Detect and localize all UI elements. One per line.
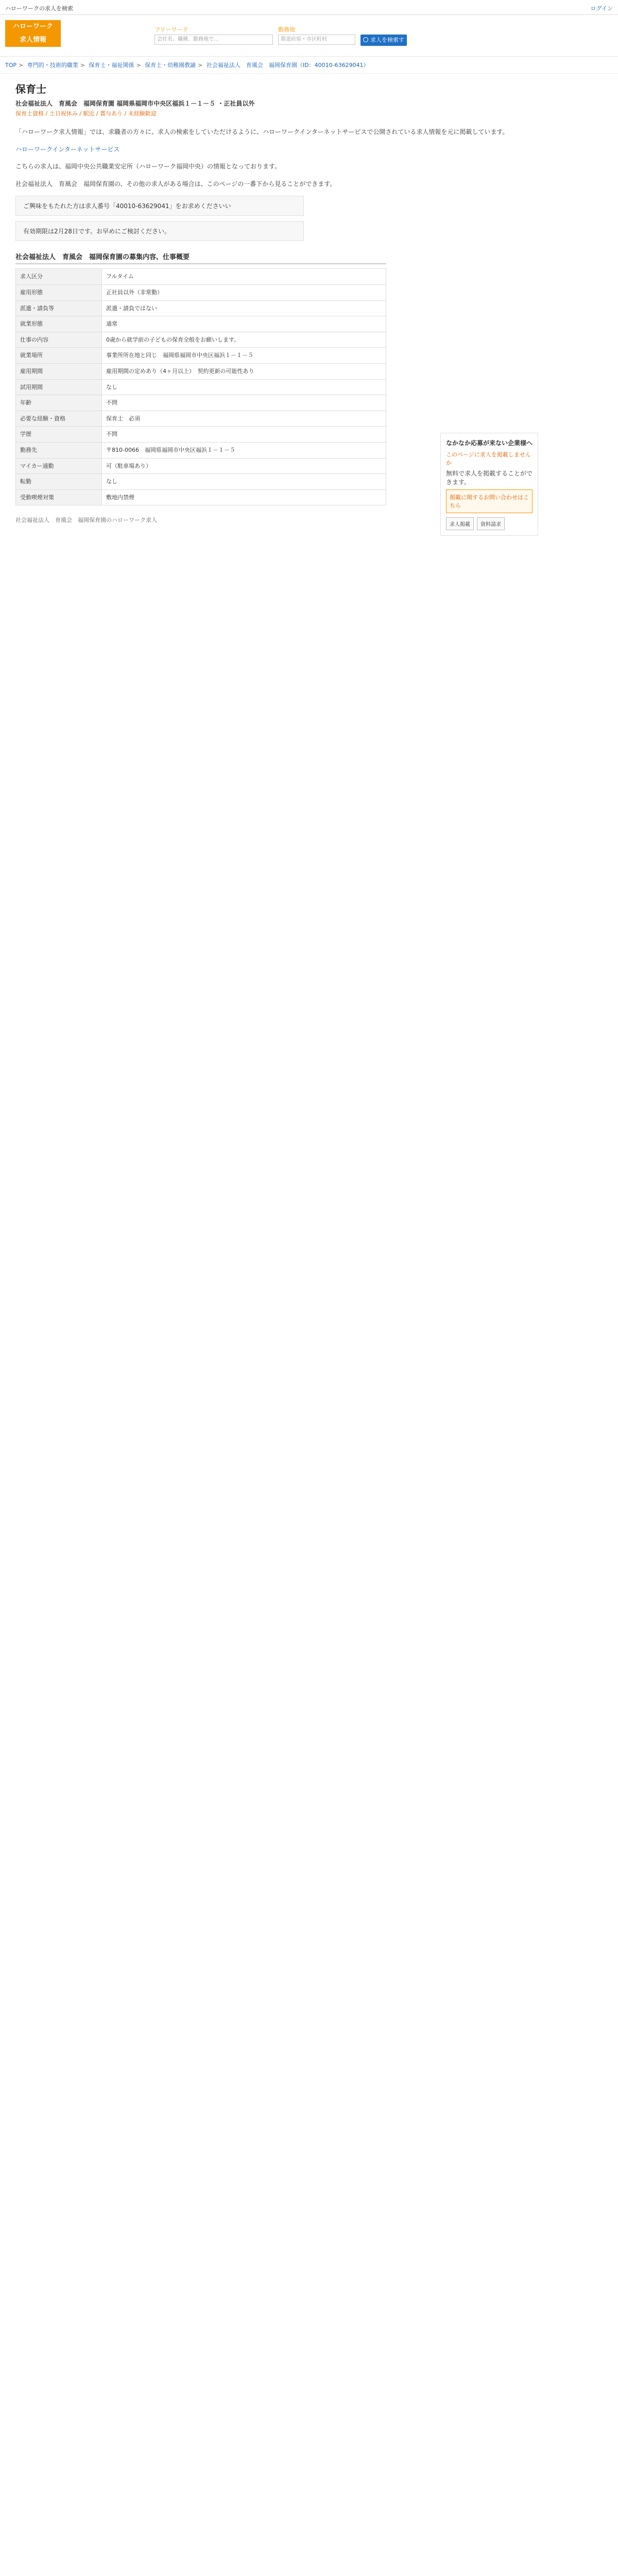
row-value: 事業所所在地と同じ 福岡県福岡市中央区福浜１－１－５ <box>102 348 386 364</box>
breadcrumb-separator: > <box>198 62 203 69</box>
logo-line1: ハローワーク <box>12 23 53 30</box>
site-logo[interactable] <box>5 20 61 47</box>
row-value: 敷地内禁煙 <box>102 489 386 505</box>
table-row <box>16 348 386 364</box>
breadcrumb <box>0 57 618 74</box>
row-key: 学歴 <box>16 427 102 443</box>
table-row <box>16 395 386 411</box>
breadcrumb-separator: > <box>136 62 141 69</box>
job-header <box>0 74 618 121</box>
section-title: 社会福祉法人 育風会 福岡保育園の募集内容、仕事概要 <box>15 251 386 264</box>
notice-box-2: 有効期限は2月28日です。お早めにご検討ください。 <box>15 221 304 241</box>
row-key: 試用期間 <box>16 379 102 395</box>
row-value: 保育士 必須 <box>102 411 386 427</box>
job-tags: 保育士資格 / 土日祝休み / 駅近 / 賞与あり / 未経験歓迎 <box>15 110 157 117</box>
search-button-label: 求人を検索する <box>370 37 404 55</box>
table-row <box>16 269 386 285</box>
sidebar-title: なかなか応募が来ない企業様へ <box>446 439 533 447</box>
job-title: 保育士 <box>15 83 46 95</box>
header <box>0 15 618 57</box>
table-row <box>16 379 386 395</box>
freeword-input[interactable]: 会社名、職種、勤務地で… <box>154 35 273 45</box>
job-info-table <box>15 268 386 505</box>
row-key: 必要な経験・資格 <box>16 411 102 427</box>
row-key: 雇用形態 <box>16 284 102 300</box>
row-value: 〒810-0066 福岡県福岡市中央区福浜１－１－５ <box>102 442 386 458</box>
lead-paragraph-3: 社会福祉法人 育風会 福岡保育園の、その他の求人がある場合は、このページの一番下から見ることができます。 <box>15 180 336 188</box>
sidebar-contact-link[interactable]: 掲載に関するお問い合わせはこちら <box>446 489 533 513</box>
row-value: 可（駐車場あり） <box>102 458 386 474</box>
employer-sidebar <box>440 433 538 536</box>
lead-paragraph-1: 「ハローワーク求人情報」では、求職者の方々に、求人の検索をしていただけるように、ハローワークインターネットサービスで公開されている求人情報を元に掲載しています。 <box>15 128 509 135</box>
breadcrumb-current: 社会福祉法人 育風会 福岡保育園（ID：40010-63629041） <box>206 62 369 69</box>
row-value: なし <box>102 474 386 490</box>
site-name[interactable]: ハローワークの求人を検索 <box>5 5 73 12</box>
breadcrumb-separator: > <box>80 62 85 69</box>
table-row <box>16 489 386 505</box>
freeword-label: フリーワード <box>154 26 188 33</box>
breadcrumb-item[interactable]: 専門的・技術的職業 <box>27 62 78 69</box>
row-value: 正社員以外（非常勤） <box>102 284 386 300</box>
table-row <box>16 411 386 427</box>
row-value: なし <box>102 379 386 395</box>
sidebar-subtitle: このページに求人を掲載しませんか <box>446 451 531 466</box>
area-label: 勤務地 <box>278 26 295 33</box>
area-input[interactable]: 都道府県・市区町村 <box>278 35 355 45</box>
search-icon <box>363 37 368 42</box>
post-job-button[interactable]: 求人掲載 <box>446 517 474 530</box>
hellowork-link[interactable]: ハローワークインターネットサービス <box>15 145 120 153</box>
row-key: 就業形態 <box>16 316 102 332</box>
table-row <box>16 363 386 379</box>
notice-box-1: ご興味をもたれた方は求人番号「40010-63629041」をお求めくださいい <box>15 196 304 216</box>
table-row <box>16 474 386 490</box>
row-value: 0歳から就学前の子どもの保育全般をお願いします。 <box>102 332 386 348</box>
row-key: 雇用期間 <box>16 363 102 379</box>
row-value: 雇用期間の定めあり（4ヶ月以上） 契約更新の可能性あり <box>102 363 386 379</box>
table-row <box>16 442 386 458</box>
row-key: 求人区分 <box>16 269 102 285</box>
sidebar-buttons <box>446 517 533 530</box>
breadcrumb-separator: > <box>19 62 24 69</box>
request-docs-button[interactable]: 資料請求 <box>477 517 505 530</box>
table-row <box>16 284 386 300</box>
row-key: 勤務先 <box>16 442 102 458</box>
login-link[interactable]: ログイン <box>590 5 613 12</box>
company-line: 社会福祉法人 育風会 福岡保育園 福岡県福岡市中央区福浜１－１－５ ・正社員以外 <box>15 100 255 107</box>
row-value: 不問 <box>102 427 386 443</box>
row-key: マイカー通勤 <box>16 458 102 474</box>
footer-note: 社会福祉法人 育風会 福岡保育園のハローワーク求人 <box>15 517 157 524</box>
table-row <box>16 458 386 474</box>
search-button[interactable] <box>360 35 407 55</box>
row-key: 仕事の内容 <box>16 332 102 348</box>
table-row <box>16 427 386 443</box>
row-key: 年齢 <box>16 395 102 411</box>
row-value: フルタイム <box>102 269 386 285</box>
breadcrumb-item[interactable]: 保育士・福祉関係 <box>89 62 134 69</box>
lead-paragraph-2: こちらの求人は、福岡中央公共職業安定所（ハローワーク福岡中央）の情報となっております。 <box>15 163 281 171</box>
row-value: 不問 <box>102 395 386 411</box>
row-value: 通常 <box>102 316 386 332</box>
table-row <box>16 300 386 316</box>
row-key: 派遣・請負等 <box>16 300 102 316</box>
breadcrumb-item[interactable]: 保育士・幼稚園教諭 <box>145 62 196 69</box>
row-value: 派遣・請負ではない <box>102 300 386 316</box>
top-bar <box>0 0 618 15</box>
breadcrumb-item[interactable]: TOP <box>5 62 17 69</box>
row-key: 転勤 <box>16 474 102 490</box>
table-row <box>16 316 386 332</box>
table-row <box>16 332 386 348</box>
row-key: 受動喫煙対策 <box>16 489 102 505</box>
row-key: 就業場所 <box>16 348 102 364</box>
logo-line2: 求人情報 <box>19 36 46 44</box>
lead-text <box>15 127 603 190</box>
sidebar-body: 無料で求人を掲載することができます。 <box>446 470 533 486</box>
